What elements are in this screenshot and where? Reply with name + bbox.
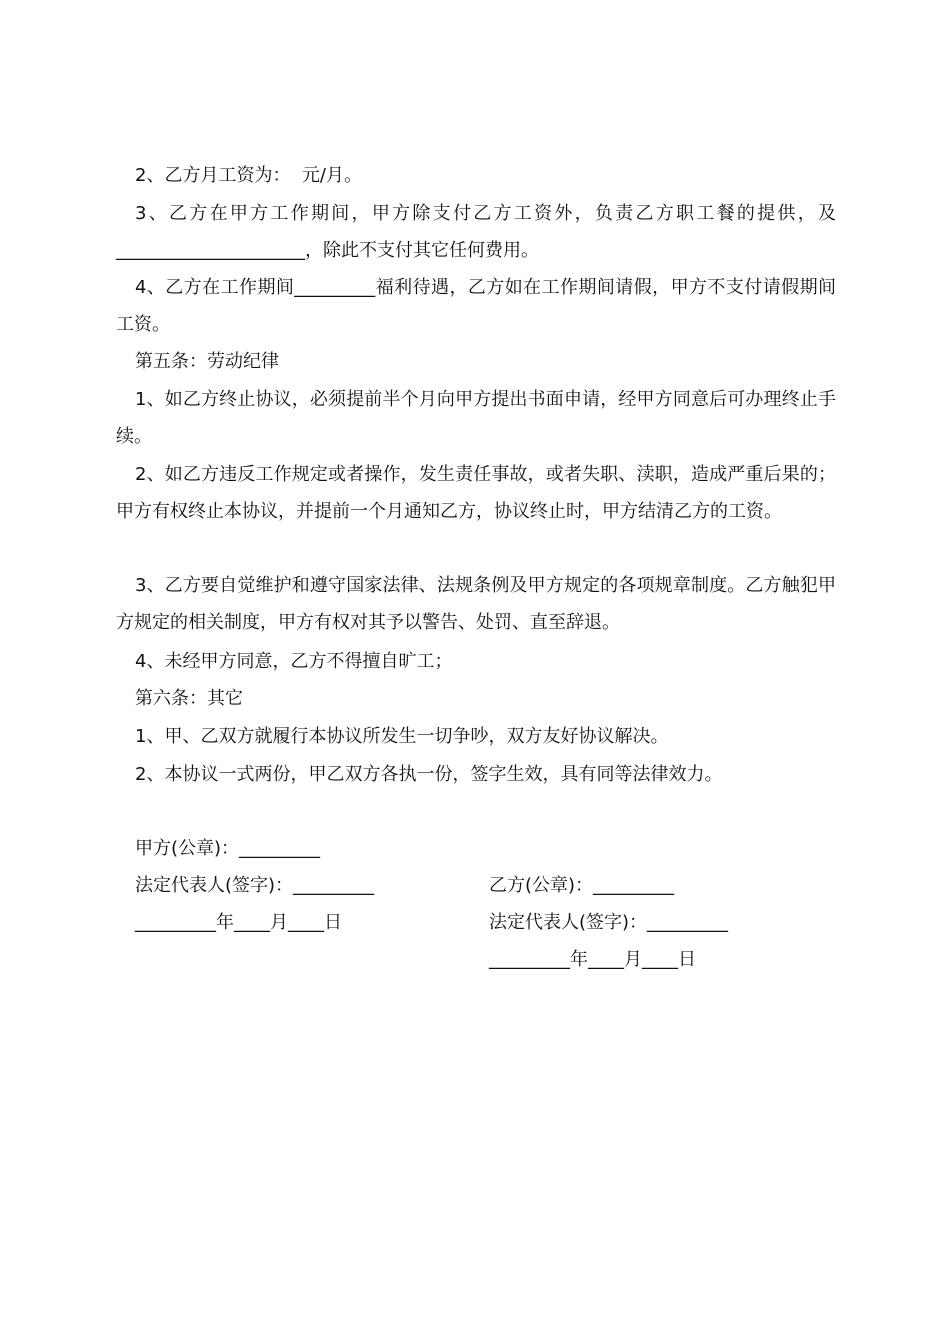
clause-5-item-4: 4、未经甲方同意，乙方不得擅自旷工； <box>135 651 453 672</box>
party-a-date-field: _________年____月____日 <box>135 912 342 933</box>
clause-5-item-1: 1、如乙方终止协议，必须提前半个月向甲方提出书面申请，经甲方同意后可办理终止手续。 <box>116 389 836 447</box>
clause-4-item-2: 2、乙方月工资为： 元/月。 <box>135 165 362 186</box>
party-b-seal-field: 乙方(公章)：_________ <box>489 875 675 896</box>
party-a-seal-field: 甲方(公章)：_________ <box>135 838 321 859</box>
party-b-representative-field: 法定代表人(签字)：_________ <box>489 912 729 933</box>
article-6-heading: 第六条：其它 <box>135 688 243 709</box>
party-b-date-field: _________年____月____日 <box>489 949 696 970</box>
article-5-heading: 第五条：劳动纪律 <box>135 351 279 372</box>
signature-date-row <box>0 867 950 1015</box>
clause-6-item-1: 1、甲、乙双方就履行本协议所发生一切争吵，双方友好协议解决。 <box>135 726 669 747</box>
party-a-representative-field: 法定代表人(签字)：_________ <box>135 875 375 896</box>
clause-6-item-2: 2、本协议一式两份，甲乙双方各执一份，签字生效，具有同等法律效力。 <box>135 764 723 785</box>
clause-4-item-4: 4、乙方在工作期间_________福利待遇，乙方如在工作期间请假，甲方不支付请假期间工资。 <box>116 277 836 335</box>
clause-4-item-3: 3、乙方在甲方工作期间，甲方除支付乙方工资外，负责乙方职工餐的提供，及_____________________，除此不支付其它任何费用。 <box>116 203 836 261</box>
clause-5-item-2: 2、如乙方违反工作规定或者操作，发生责任事故，或者失职、渎职，造成严重后果的；甲方有权终止本协议，并提前一个月通知乙方，协议终止时，甲方结清乙方的工资。 <box>116 464 836 522</box>
clause-5-item-3: 3、乙方要自觉维护和遵守国家法律、法规条例及甲方规定的各项规章制度。乙方触犯甲方规定的相关制度，甲方有权对其予以警告、处罚、直至辞退。 <box>116 575 836 633</box>
